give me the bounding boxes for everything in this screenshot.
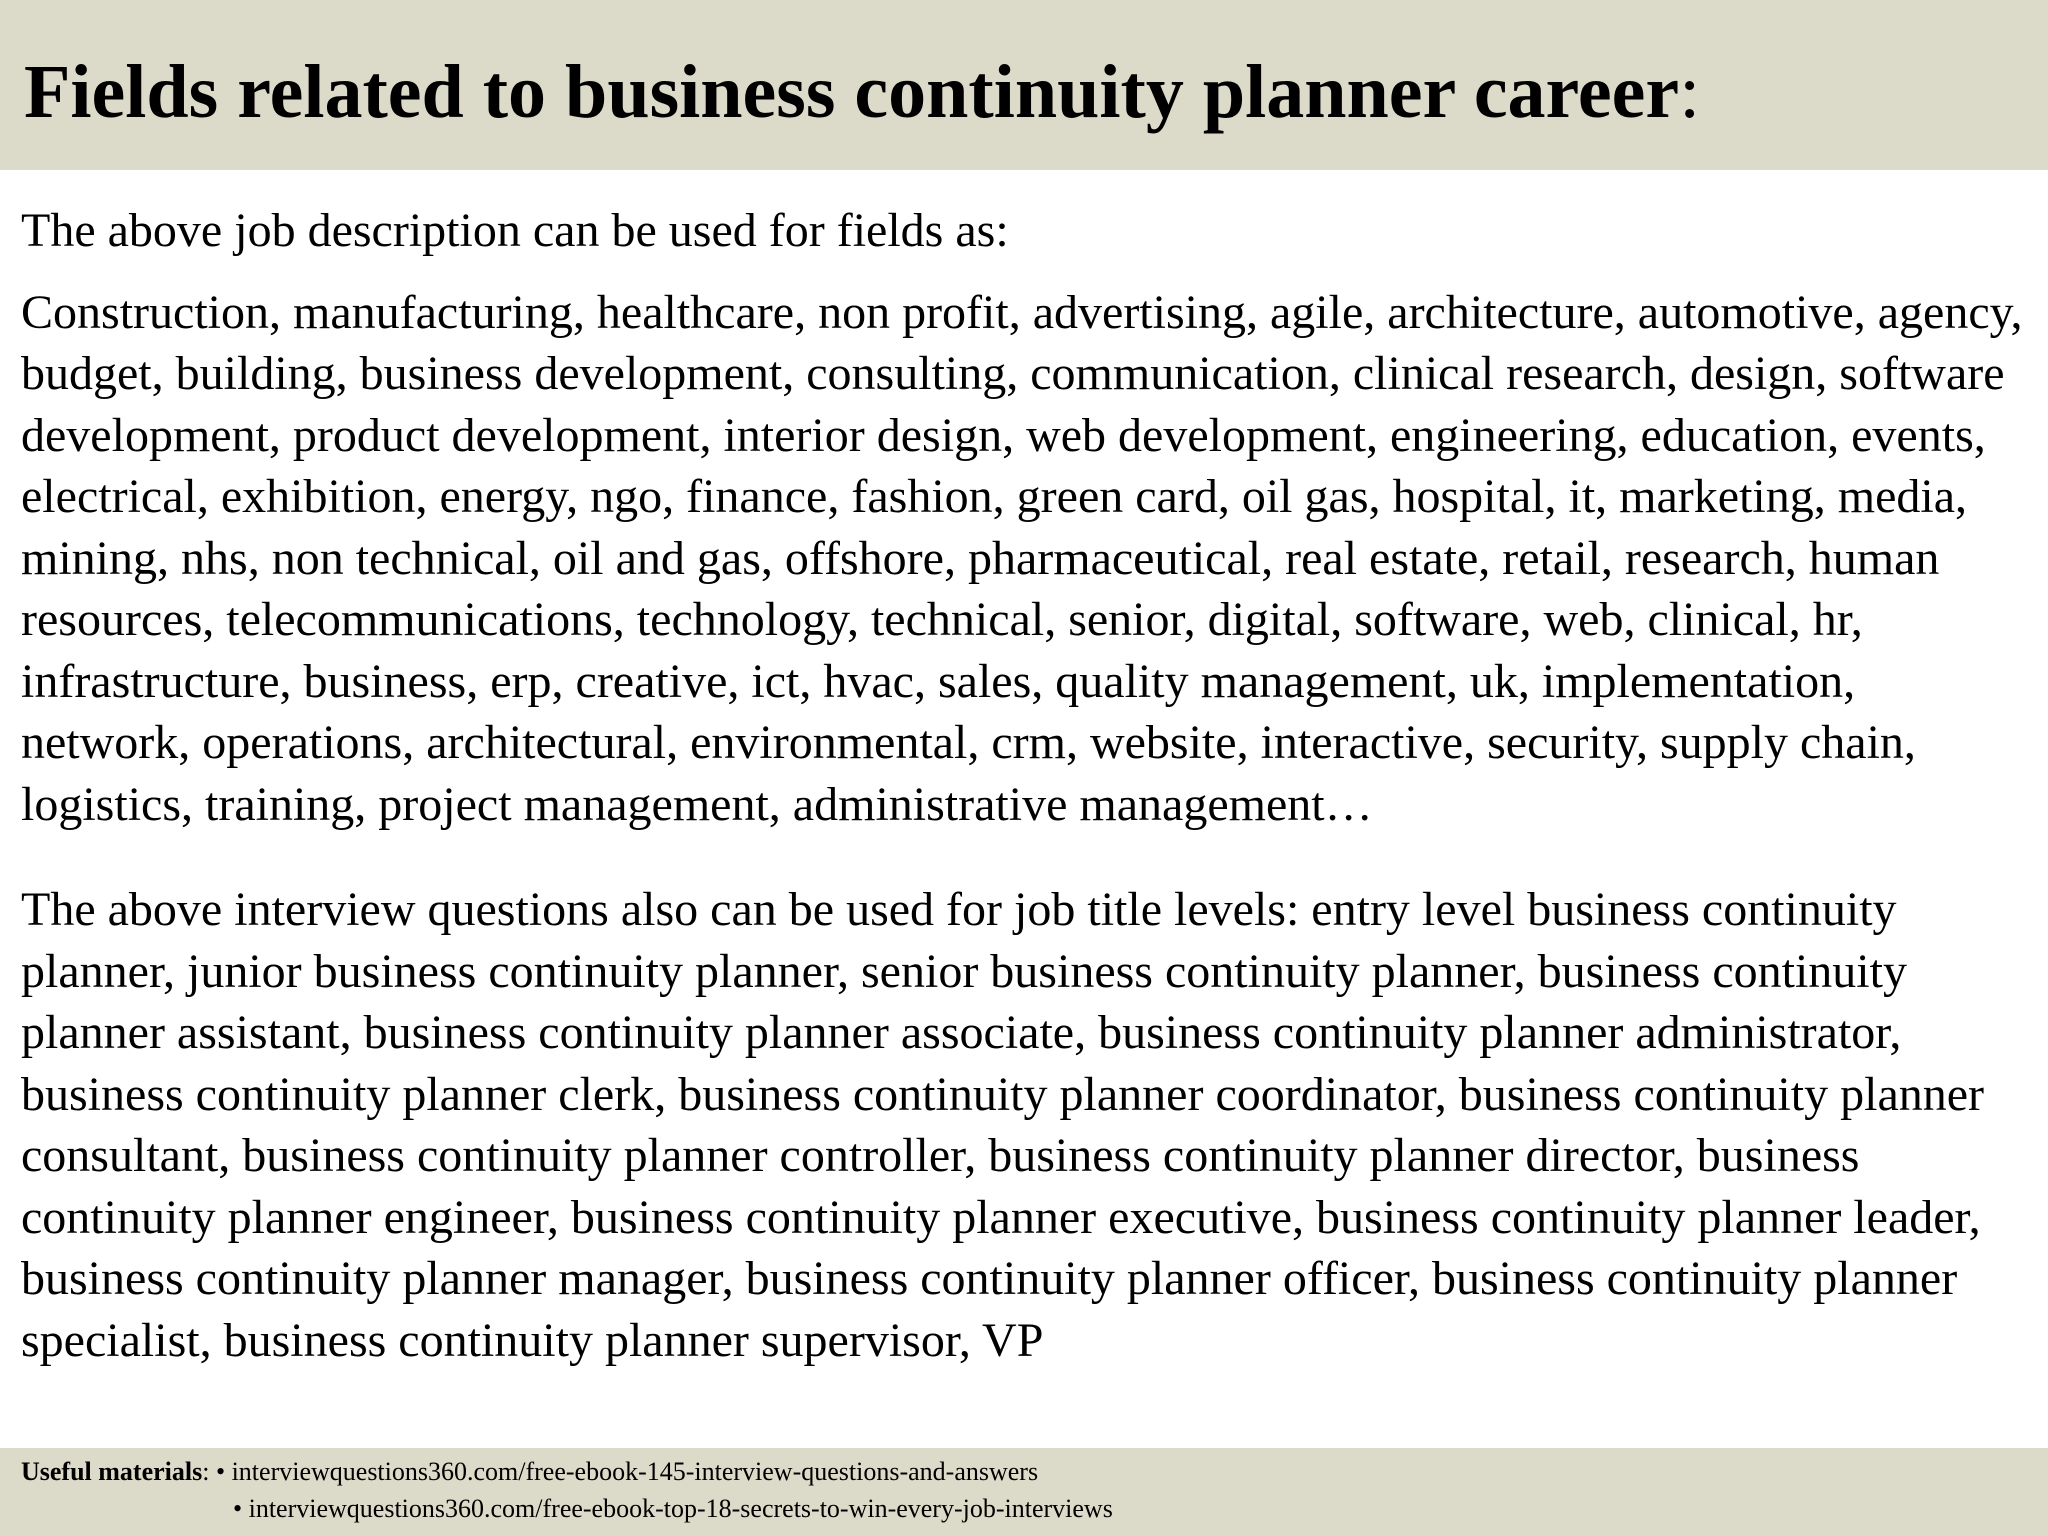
footer-row-1	[21, 1453, 1038, 1490]
useful-materials-label: Useful materials	[21, 1457, 203, 1486]
page-title-text: Fields related to business continuity planner career	[24, 50, 1680, 134]
fields-paragraph: Construction, manufacturing, healthcare, non profit, advertising, agile, architecture, automotive, agency, budget, building, business development, consulting, communication, clinical research, design, software development, product development, interior design, web development, engineering, education, events, electrical, exhibition, energy, ngo, finance, fashion, green card, oil gas, hospital, it, marketing, media, mining, nhs, non technical, oil and gas, offshore, pharmaceutical, real estate, retail, research, human resources, telecommunications, technology, technical, senior, digital, software, web, clinical, hr, infrastructure, business, erp, creative, ict, hvac, sales, quality management, uk, implementation, network, operations, architectural, environmental, crm, website, interactive, security, supply chain, logistics, training, project management, administrative management…	[21, 285, 2023, 831]
footer-link-ebook-top-18[interactable]: • interviewquestions360.com/free-ebook-top-18-secrets-to-win-every-job-interviews	[233, 1494, 1113, 1523]
job-levels-paragraph: The above interview questions also can be used for job title levels: entry level business continuity planner, junior business continuity planner, senior business continuity planner, business continuity planner assistant, business continuity planner associate, business continuity planner administrator, business continuity planner clerk, business continuity planner coordinator, business continuity planner consultant, business continuity planner controller, business continuity planner director, business continuity planner engineer, business continuity planner executive, business continuity planner leader, business continuity planner manager, business continuity planner officer, business continuity planner specialist, business continuity planner supervisor, VP	[21, 883, 1985, 1367]
page-title-colon: :	[1679, 50, 1701, 134]
slide-body	[21, 200, 2027, 1371]
footer-row-2	[233, 1490, 1113, 1527]
footer-label-colon: :	[202, 1457, 210, 1486]
footer-link-ebook-145[interactable]: • interviewquestions360.com/free-ebook-145-interview-questions-and-answers	[215, 1457, 1039, 1486]
title-band	[0, 0, 2048, 170]
useful-materials-footer	[0, 1448, 2048, 1536]
intro-paragraph: The above job description can be used for fields as:	[21, 204, 1009, 257]
page-title	[24, 48, 1700, 136]
